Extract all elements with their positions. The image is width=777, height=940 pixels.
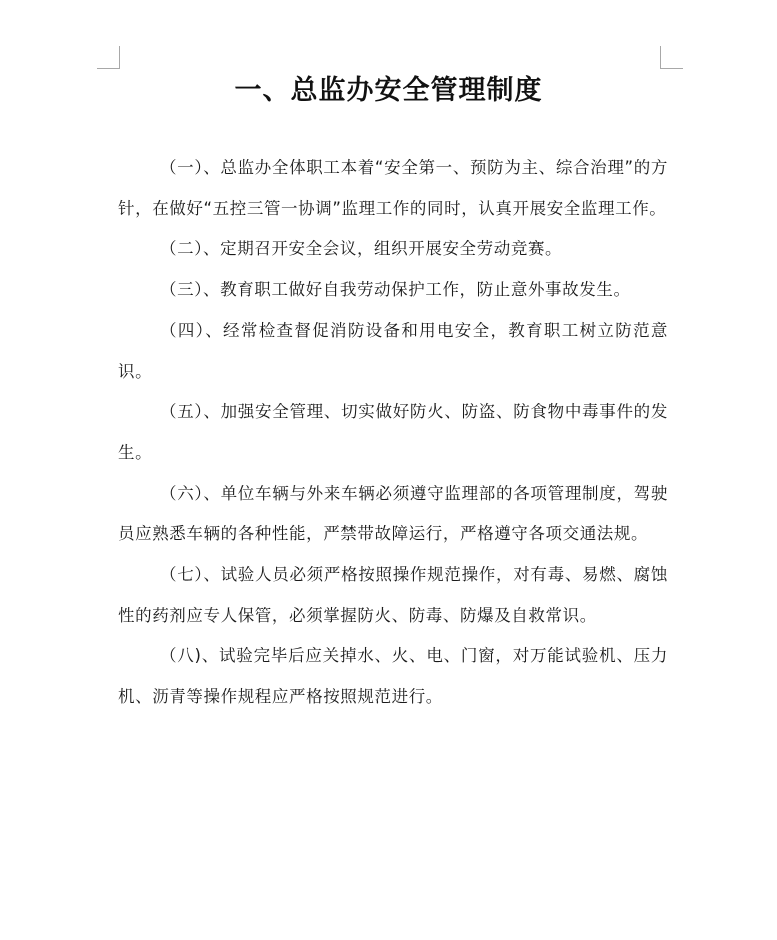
document-title: 一、总监办安全管理制度 (234, 75, 543, 106)
paragraph-3: （三）、教育职工做好自我劳动保护工作，防止意外事故发生。 (160, 280, 631, 300)
paragraph-8: （八)、试验完毕后应关掉水、火、电、门窗，对万能试验机、压力机、沥青等操作规程应严格按照规范进行。 (118, 646, 668, 707)
margin-corner-mark-top-right (660, 46, 683, 69)
paragraph-4: （四）、经常检查督促消防设备和用电安全，教育职工树立防范意识。 (118, 320, 668, 381)
document-body (118, 148, 668, 718)
paragraph-5: （五）、加强安全管理、切实做好防火、防盗、防食物中毒事件的发生。 (118, 402, 668, 462)
paragraph-2: （二）、定期召开安全会议，组织开展安全劳动竞赛。 (160, 239, 563, 259)
paragraph-1: （一）、总监办全体职工本着“安全第一、预防为主、综合治理”的方针，在做好“五控三管一协调”监理工作的同时，认真开展安全监理工作。 (118, 158, 668, 218)
paragraph-7: （七）、试验人员必须严格按照操作规范操作，对有毒、易燃、腐蚀性的药剂应专人保管，必须掌握防火、防毒、防爆及自救常识。 (118, 565, 668, 625)
paragraph-6: （六）、单位车辆与外来车辆必须遵守监理部的各项管理制度，驾驶员应熟悉车辆的各种性能，严禁带故障运行，严格遵守各项交通法规。 (118, 483, 668, 544)
margin-corner-mark-top-left (97, 46, 120, 69)
